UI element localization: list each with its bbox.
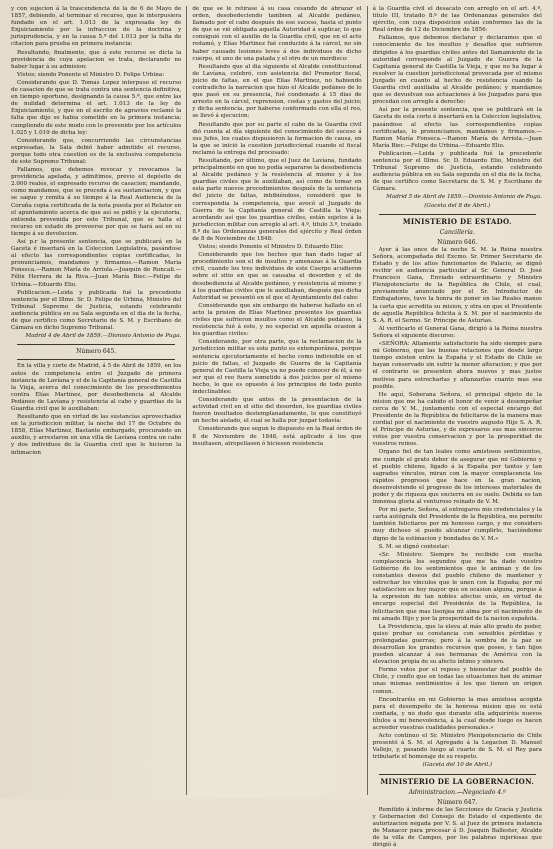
paragraph: Vistos; siendo Ponente el Ministro D. Eduardo Elio:: [198, 244, 344, 251]
divider: [17, 344, 175, 345]
section-heading: Cancillería.: [439, 228, 475, 236]
column-3: [367, 6, 547, 849]
paragraph: Así por la presente sentencia, que se publicará en la Gaceta de esta corte é insertará en la Coleccion legislativa, pasándose al efecto las correspondientes copias certificadas, lo pronunciamos, mandamos y firmamos.—Ramon María Fonseca.—Ramon María de Arriola.—Juan María Biec.—Felipe de Urbina.—Eduardo Elio.: [372, 107, 542, 149]
paragraph: Resultando que en virtud de las sustancias aprovechadas en la jurisdiccion militar, la noche del 17 de Octubre de 1858, Elías Martinez, Bastante embargado, procurando un auxilio, y arrestaron en una villa de Lavíana contra un cabo y dos individuos de la Guardia civil que le hicieron la intimacion: [11, 414, 182, 456]
number-heading: Número 645.: [76, 348, 117, 356]
paragraph: Considerando que segun lo dispuesto en la Real órden de 8 de Noviembre de 1848, está aplicado á los que insultasen, atropellasen ó hiciesen resistencia: [192, 426, 362, 447]
divider: [17, 359, 175, 360]
gaceta-date: (Gaceta del 10 de Abril.): [422, 762, 493, 769]
number-heading: Número 646.: [437, 238, 478, 246]
paragraph: S. M. se dignó contestar:: [378, 543, 450, 550]
signature: Madrid 4 de Abril de 1859.—Dionisio Antonio de Puga.: [25, 333, 182, 340]
divider: [379, 774, 536, 775]
paragraph: Vistos; siendo Ponente el Ministro D. Felipe Urbina:: [17, 71, 165, 78]
number-heading: Número 647.: [437, 798, 478, 806]
paragraph: Formo votos por el reposo y bienestar del pueblo de Chile, y confío que en todas las situaciones han de animar unas mismas sentimientos á los que tienen un origen comun.: [372, 667, 542, 695]
paragraph: Considerando que antes de la presentacion de la actividad civil en el sitio del desorden, los guardias civiles fueron insultados destemplanadamente, lo que constituyó un hecho aislado, el cual se halla por juzgar todavía:: [192, 397, 362, 425]
paragraph: Remitido á informe de las Secciones de Gracia y Justicia y Gobernacion del Consejo de Estado el expediente de autorizacion negada por V. S. al Juez de primera instancia de Manacor para procesar á D. Joaquin Ballester, Alcalde de la villa de Campos, por los palabras injuriosas que dirigió á: [372, 806, 542, 849]
paragraph: He aquí, Soberana Señora, el principal objeto de la mision que me ha cabido el honor de venir á desempeñar cerca de V. M., juntamente con el especial encargo del Presidente de la República de felicitaros de la manera mas cordial por el nacimiento de vuestro augusto Hijo S. A. R. el Príncipe de Asturias, y de expresaros sus mas sinceros votos por vuestra conservacion y por la prosperidad de vuestros reinos.: [372, 391, 542, 448]
paragraph: La Providencia, que la eleva al más alto grado de poder, quiso probar su constancia con sensibles pérdidas y prolongadas guerras; pero á la sombra de la paz se desarrollan los grandes recursos que posee, y tan hijos pueden alcanzar á sus hermanas de América con la elevacion propia de su afecto íntimo y sincero.: [372, 623, 542, 666]
paragraph: Publicacion.—Leida y publicada fué la precedente sentencia por el Illmo. Sr. D. Eduardo Elio, Ministro del Tribunal Supremo de Justicia, estando celebrando audiencia pública en su Sala segunda en el dia de la fecha, de que certifico como Secretario de S. M. y Escribano de Cámara.: [372, 150, 542, 193]
paragraph: Ayer á las once de la noche S. M. la Reina nuestra Señora, acompañada del Excmo. Sr. Primer Secretario de Estado y de los altos funcionarios de Palacio, se dignó recibir en audiencia particular al Sr. General D. José Francisco Gana, Enviado extraordinario y Ministro Plenipotenciario de la República de Chile, el cual, previamente anunciado por el Sr. Introductor de Embajadores, tuvo la honra de poner en las Reales manos la carta que acredita su mision, y otra en que el Presidente de aquella República felicita á S. M. por el nacimiento de S. A. R. el Sermo. Sr. Príncipe de Asturias.: [372, 246, 542, 324]
paragraph: Por mi parte, Señora, al entregaros mis credenciales y la carta autógrafa del Presidente de la República, me permito también felicitaros por mi honroso cargo, y me considero muy dichoso si puedo alcanzar cumplirlo, haciéndome digno de la estimacion y bondades de V. M.»: [372, 507, 542, 542]
paragraph: Organo fiel de tan leales como amistosos sentimientos, me cumple el grato deber de asegurar que mi Gobierno y el pueblo chileno, ligado á la España por tantos y tan sagrados vínculos, miran con la mayor complacencia los rápidos progresos que hace en la gran nacion, desenvolviendo el progreso de los intereses materiales de poder y de riqueza que encierra en su suelo. Debida es tan inmensa gloria al venturoso reinado de V. M.: [372, 449, 542, 506]
paragraph: Considerando, por otra parte, que la reclamacion de la jurisdiccion militar es este punto es extemporánea, porque sentencia ejecutoriamente el hecho como indivisible en el juicio de faltas, el Juzgado de Guerra de la Capitanía general de Castilla la Vieja ya no puede conocer de él, á no ser que el reo fuera sometido á dos juicios por el mismo hecho, lo que es opuesto á los principios de todo punto indeclinables:: [192, 339, 362, 395]
divider: [379, 214, 536, 215]
paragraph: En la villa y corte de Madrid, á 5 de Abril de 1859, en los autos de competencia entre el Juzgado de primera instancia de Lavíana y el de la Capitanía general de Castilla la Vieja, acerca del conocimiento de los procedimientos contra Elías Martinez, por desobediencia al Alcalde Pedáneo de Lavíana y resistencia al cabo y guardias de la Guardia civil que le auxiliaban:: [11, 363, 182, 412]
section-heading: Administracion.—Negociado 4.º: [408, 788, 506, 796]
paragraph: Considerando que D. Tomas Lopez interpuso el recurso de casacion de que se trata contra una sentencia definitiva, en tiempo oportuno, designando la causa 5.ª, que entre las de nulidad determina el art. 1.013 de la ley de Enjuiciamiento, y que en el escrito de agravios reclamó la falta que dijo se habia cometido en la primera instancia; cumpliendo de este modo con lo prevenido por los artículos 1.025 y 1.019 de dicha ley:: [11, 79, 182, 136]
column-2: [186, 6, 366, 795]
paragraph: Considerando que los hechos que han dado lugar al procedimiento son el de insultos y amenazas á la Guardia civil, cuando los tres individuos de este Cuerpo acudieron sobre el sitio en que se causaba el desorden y el de desobediencia al Alcalde pedáneo, y resistencia al mismo y á los guardias civiles que le auxiliaban, después que dicha Autoridad se presentó en el que el Ayuntamiento del cabo:: [192, 252, 362, 301]
column-1: [6, 6, 186, 795]
paragraph: de que se le retirase á su casa cesando de abrazar el orden, desobedeciendo tambien al Alcalde pedáneo, llamado por el cabo después de ese suceso, hasta el punto de que se vió obligada aquella Autoridad á suplicar, lo que consiguió con el auxilio de la Guardia civil, que en el acto redamó, y Elías Martinez fué conducido á la cárcel, no sin haber causado lesiones leves á dos individuos de dicho cuerpo, el uno de una patada y el otro de un mordisco:: [192, 6, 362, 62]
paragraph: Encontraréis en mi Gobierno la mas amistosa acogida para el desempeño de la honrosa mision que os está confiada, y no dudo que durante ella adquiriréis nuevos títulos a mi benevolencia, á la cual desde luego os hacen acreedor vuestras cualidades personales.»: [372, 696, 542, 731]
paragraph: Acto contínuo el Sr. Ministro Plenipotenciario de Chile presentó á S. M. el Agregado á la Legacion D. Manuel Vallejo, y, pasando luego al cuarto de S. M. el Rey para tributarle el homenaje de su respeto.: [372, 733, 542, 761]
paragraph: Resultando, finalmente, que á este recurso se dicta la providencia de cuya apelacion se trata, declarando no haber lugar á su admision:: [11, 49, 182, 70]
paragraph: Fallamos, que debemos declarar y declaramos que el conocimiento de los insultos y desafíos que sufrieron dirigidos á los guardias civiles antes del llamamiento de la autoridad corresponde al Juzgado de Guerra de la Capitanía general de Castilla la Vieja, y que no ha lugar á resolver la cuestion jurisdiccional provocada por el mismo Juzgado en cuanto al hecho de resistencia cuando la Guardia civil auxiliaba al Alcalde pedáneo; y mandamos que se devuelvan sus actuaciones á los Juzgados para que procedan con arreglo á derecho:: [372, 35, 542, 106]
paragraph: Publicacion.—Leida y publicada fué la precedente sentencia por el Illmo. Sr. D. Felipe de Urbina, Ministro del Tribunal Supremo de Justicia, estando celebrando audiencia pública en su Sala segunda en el dia de la fecha, de que certifico como Secretario de S. M. y Escribano de Cámara en dicho Supremo Tribunal.: [11, 289, 182, 332]
paragraph: «Sr. Ministro: Siempre he recibido con mucha complacencia los segundos que me ha dado vuestro Gobierno de los sentimientos que le animan y de los constantes deseos del pueblo chileno de mantener y estrechar los vínculos que le unen con la España; por mí satisfaccion es hoy mayor que en ocasion alguna, porque á la expresion de tan nobles afectos unís, en virtud de encargo especial del Presidente de la República, la felicitacion que mas lisonjea mi alma por el nacimiento de mi amado Hijo y por la prosperidad de la nacion española.: [372, 551, 542, 622]
paragraph: Fallamos, que debemos revocar y revocamos la providencia apelada, y admitimos, previo el depósito de 2.000 reales, el expresado recurso de casacion; mandando, como mandamos, que se proceda á su sustanciacion, y que se saque y remita á su tiempo á la Real Audiencia de la Coruña copia certificada de la nota puesta por el Relator en el apuntamiento acerca de que así se pidió y la ejecutoria, entienda prevenida por este Tribunal, que se halla el recurso en estado de proveerse por que se hará así en su tiempo á su devolucion.: [11, 167, 182, 237]
paragraph: Así p.r la presente sentencia, que se publicará en la Gaceta é insertará en la Coleccion Legislativa, pasándose al efecto las correspondientes copias certificadas, lo pronunciamos, mandamos y firmamos.—Ramon Maria Fonseca.—Ramon María de Arriola.—Joaquin de Roncali.—Félix Herrera de la Riva.—Juan María Biec.—Felipe de Urbina.—Eduardo Elio.: [11, 239, 182, 288]
paragraph: Considerando que sin embargo de haberse hallado en el acto la prision de Elías Martinez presentes los guardias civiles que sufrieron insultos como el Alcalde pedáneo, la resistencia fué á este, y no especial en aquella ocasion á los guardias civiles:: [192, 302, 362, 338]
paragraph: Al verificarlo el General Gana, dirigió á la Reina nuestra Señora el siguiente discurso:: [372, 325, 542, 339]
signature: Madrid 5 de Abril de 1859.—Dionisio Antonio de Puga.: [386, 194, 542, 201]
columns: [6, 6, 547, 849]
paragraph: «SEÑORA: Altamente satisfactorio ha sido siempre para mi Gobierno, que las buenas relaciones que desde largo tiempo existen entre la España y el Estado de Chile se hayan conservado sin sufrir la menor alteracion; y que por el contrario se presenten ahora nuevos y mas justos motivos para estrecharlas y afianzarlas cuanto mas sea posible.: [372, 341, 542, 390]
gaceta-date: (Gaceta del 8 de Abril.): [424, 202, 491, 209]
paragraph: Considerando que, concurriendo las circunstancias expresadas, la Sala debió haber admitido el recurso, porque todo otra cuestion es de la exclusiva competencia de este Supremo Tribunal:: [11, 137, 182, 165]
paragraph: Resultando, por último, que el Juez de Lavíana, fundado principalmente en que no podia separarse la desobediencia al Alcalde pedáneo y la resistencia al mismo y á los guardias civiles que le auxiliaban, así como de tomar en esta parte nuevos procedimientos después de la sentencia del juicio de faltas, inhibiéndose, consideró que le correspondia la competencia, que avocó al Juzgado de Guerra de la Capitanía general de Castilla la Vieja; acordando así que los guardias civiles, están sujetos á la jurisdiccion militar con arreglo al art. 4.º, titulo 3.º, tratado 8.º de las Ordenanzas generales del ejército y Real órden de 8 de Noviembre de 1848:: [192, 157, 362, 242]
ministry-heading: MINISTERIO DE LA GOBERNACION.: [380, 776, 535, 786]
paragraph: Resultando que al dia siguiente el Alcalde constitucional de Lavíana, celebró, con asistencia del Promotor fiscal, juicio de faltas, en el que Elías Martinez, no habiendo contradicho la narracion que hizo el Alcalde pedáneo de lo que pasó en su presencia, fué condenado á 15 dias de arresto en la cárcel, reprension, costas y gastos del juicio; y dicha sentencia, por haberse conformado con ella el reo, se llevó á ejecucion:: [192, 63, 362, 120]
ministry-heading: MINISTERIO DE ESTADO.: [402, 216, 512, 226]
paragraph: á la Guardia civil el desacato con arreglo en el art. 4.º, titulo III, tratado 8.º de las Ordenanzas generales del ejército, con cuya disposicion están conformes las de la Real órden de 12 de Diciembre de 1856:: [372, 6, 542, 34]
paragraph: Resultando que por su parte el cabo de la Guardia civil dió cuenta al día siguiente del conocimiento del suceso á sus Jefes, los cuales dispusieron la formacion de causa, en la que se inició la cuestion jurisdiccional cuando el fiscal reclamó la entrega del procesado:: [192, 121, 362, 156]
paragraph: y con sujecion á la trascendencia de la de 6 de Mayo de 1857, debiendo, al terminar el recurso, que le interpusiera fundado en el art. 1.013 de la expresada ley de Enjuiciamiento por la infraccion de la doctrina y jurisprudencia, y en la causa 5.ª del 1.013 por la falta de citacion para prueba en primera instancia:: [11, 6, 182, 48]
